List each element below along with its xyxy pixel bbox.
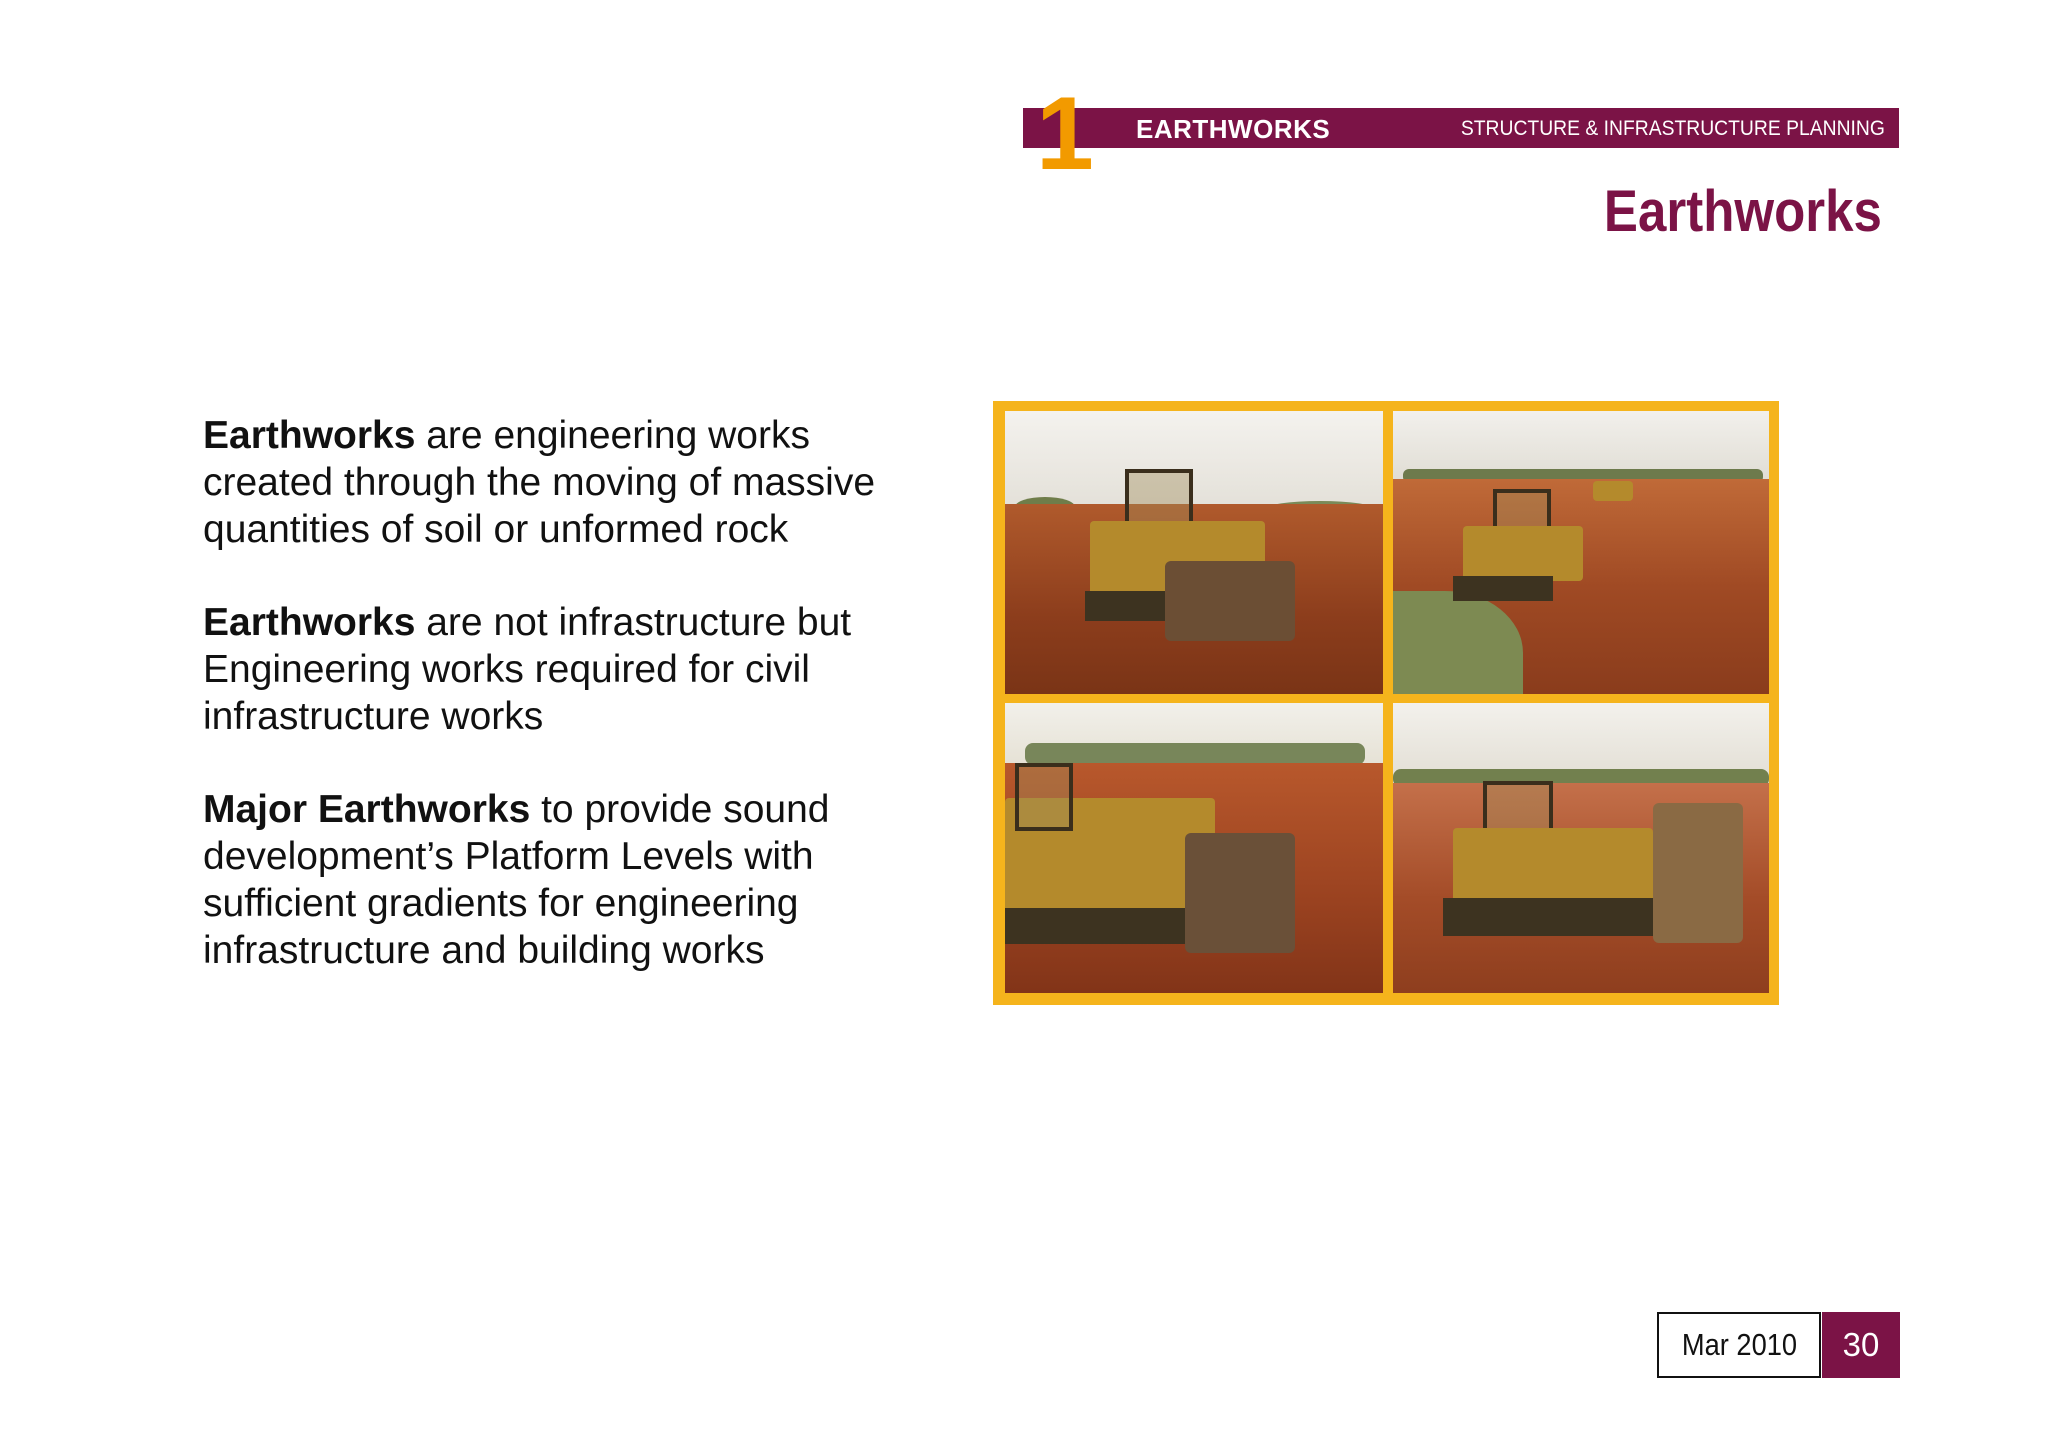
photo-collage (993, 401, 1779, 1005)
page-number: 30 (1822, 1312, 1900, 1378)
section-label: EARTHWORKS (1136, 114, 1331, 144)
paragraph-1 (203, 412, 923, 553)
paragraph-2-bold: Earthworks (203, 601, 416, 644)
footer-date (1657, 1312, 1821, 1378)
paragraph-1-text: are engineering works created through the moving of massive quantities of soil or unformed rock (203, 414, 876, 551)
paragraph-2 (203, 599, 923, 740)
section-number: 1 (1036, 76, 1090, 192)
bulldozer-photo-2 (1393, 411, 1769, 694)
paragraph-1-bold: Earthworks (203, 414, 416, 457)
bulldozer-photo-4 (1393, 703, 1769, 993)
bulldozer-photo-1 (1005, 411, 1383, 694)
paragraph-3-text: to provide sound development’s Platform Levels with sufficient gradients for engineering infrastructure and building works (203, 788, 830, 972)
paragraph-3-bold: Major Earthworks (203, 788, 531, 831)
footer-date-text: Mar 2010 (1681, 1327, 1797, 1362)
paragraph-2-text: are not infrastructure but Engineering works required for civil infrastructure works (203, 601, 852, 738)
page-title: Earthworks (1604, 179, 1882, 244)
bulldozer-photo-3 (1005, 703, 1383, 993)
header-subtitle: STRUCTURE & INFRASTRUCTURE PLANNING (1460, 117, 1885, 140)
paragraph-3 (203, 786, 923, 974)
body-text (203, 412, 923, 1020)
